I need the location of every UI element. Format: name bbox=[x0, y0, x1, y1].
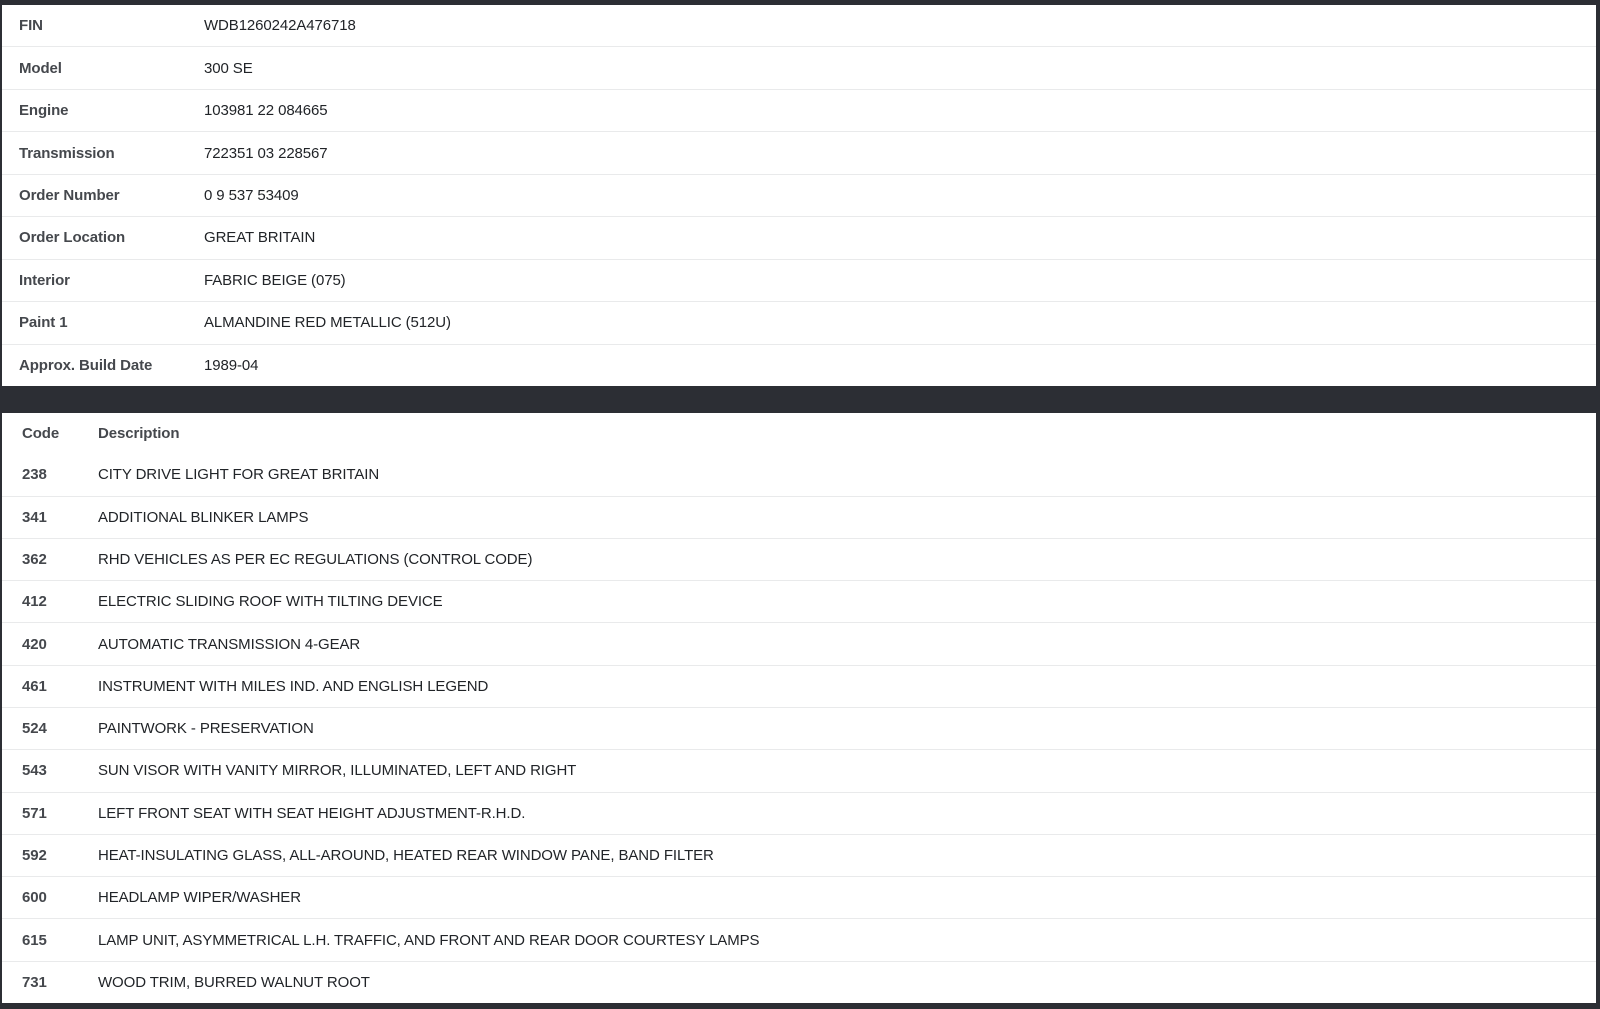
vehicle-info-label: Engine bbox=[19, 102, 69, 120]
description-cell: ELECTRIC SLIDING ROOF WITH TILTING DEVICE bbox=[98, 593, 443, 611]
description-cell: HEAT-INSULATING GLASS, ALL-AROUND, HEATED REAR WINDOW PANE, BAND FILTER bbox=[98, 846, 714, 864]
code-row bbox=[2, 918, 1596, 960]
code-row bbox=[2, 665, 1596, 707]
description-column-header: Description bbox=[98, 425, 180, 443]
option-codes-panel bbox=[2, 413, 1596, 1003]
description-cell: LAMP UNIT, ASYMMETRICAL L.H. TRAFFIC, AND FRONT AND REAR DOOR COURTESY LAMPS bbox=[98, 931, 760, 949]
code-row bbox=[2, 792, 1596, 834]
description-cell: PAINTWORK - PRESERVATION bbox=[98, 720, 314, 738]
vehicle-info-value: 300 SE bbox=[204, 59, 253, 77]
code-row bbox=[2, 580, 1596, 622]
vehicle-info-row bbox=[2, 89, 1596, 131]
vehicle-info-row bbox=[2, 46, 1596, 88]
vehicle-info-value: ALMANDINE RED METALLIC (512U) bbox=[204, 314, 451, 332]
vehicle-info-label: Model bbox=[19, 59, 62, 77]
vehicle-info-value: 0 9 537 53409 bbox=[204, 186, 299, 204]
code-row bbox=[2, 622, 1596, 664]
description-cell: WOOD TRIM, BURRED WALNUT ROOT bbox=[98, 973, 370, 991]
code-cell: 571 bbox=[22, 804, 47, 822]
description-cell: ADDITIONAL BLINKER LAMPS bbox=[98, 508, 309, 526]
vehicle-info-row bbox=[2, 344, 1596, 386]
codes-header-row bbox=[2, 413, 1596, 454]
code-row bbox=[2, 496, 1596, 538]
vehicle-info-label: FIN bbox=[19, 17, 43, 35]
vehicle-info-row bbox=[2, 131, 1596, 173]
code-cell: 412 bbox=[22, 593, 47, 611]
code-row bbox=[2, 876, 1596, 918]
code-row bbox=[2, 538, 1596, 580]
code-row bbox=[2, 749, 1596, 791]
separator-bar bbox=[2, 386, 1596, 413]
description-cell: LEFT FRONT SEAT WITH SEAT HEIGHT ADJUSTMENT-R.H.D. bbox=[98, 804, 526, 822]
vehicle-info-row bbox=[2, 174, 1596, 216]
code-cell: 524 bbox=[22, 720, 47, 738]
code-row bbox=[2, 834, 1596, 876]
vehicle-info-label: Order Number bbox=[19, 186, 120, 204]
code-cell: 592 bbox=[22, 846, 47, 864]
code-row bbox=[2, 961, 1596, 1003]
vehicle-info-value: FABRIC BEIGE (075) bbox=[204, 271, 346, 289]
vehicle-info-row bbox=[2, 301, 1596, 343]
vehicle-info-label: Transmission bbox=[19, 144, 115, 162]
vehicle-info-panel bbox=[2, 5, 1596, 386]
code-cell: 731 bbox=[22, 973, 47, 991]
vehicle-info-label: Paint 1 bbox=[19, 314, 68, 332]
vehicle-info-row bbox=[2, 259, 1596, 301]
vehicle-info-value: 103981 22 084665 bbox=[204, 102, 328, 120]
vehicle-info-value: GREAT BRITAIN bbox=[204, 229, 316, 247]
description-cell: RHD VEHICLES AS PER EC REGULATIONS (CONTROL CODE) bbox=[98, 550, 533, 568]
code-cell: 543 bbox=[22, 762, 47, 780]
vehicle-info-value: WDB1260242A476718 bbox=[204, 17, 356, 35]
code-row bbox=[2, 707, 1596, 749]
code-cell: 362 bbox=[22, 550, 47, 568]
code-column-header: Code bbox=[22, 425, 60, 443]
vehicle-info-label: Order Location bbox=[19, 229, 126, 247]
code-cell: 461 bbox=[22, 677, 47, 695]
code-cell: 341 bbox=[22, 508, 47, 526]
description-cell: HEADLAMP WIPER/WASHER bbox=[98, 889, 301, 907]
description-cell: CITY DRIVE LIGHT FOR GREAT BRITAIN bbox=[98, 466, 380, 484]
code-row bbox=[2, 454, 1596, 495]
code-cell: 238 bbox=[22, 466, 47, 484]
description-cell: INSTRUMENT WITH MILES IND. AND ENGLISH LEGEND bbox=[98, 677, 489, 695]
code-cell: 600 bbox=[22, 889, 47, 907]
vehicle-info-label: Approx. Build Date bbox=[19, 356, 153, 374]
vehicle-info-value: 1989-04 bbox=[204, 356, 259, 374]
vehicle-info-label: Interior bbox=[19, 271, 70, 289]
vehicle-info-row bbox=[2, 216, 1596, 258]
code-cell: 615 bbox=[22, 931, 47, 949]
code-cell: 420 bbox=[22, 635, 47, 653]
description-cell: SUN VISOR WITH VANITY MIRROR, ILLUMINATED, LEFT AND RIGHT bbox=[98, 762, 577, 780]
vehicle-info-value: 722351 03 228567 bbox=[204, 144, 328, 162]
description-cell: AUTOMATIC TRANSMISSION 4-GEAR bbox=[98, 635, 361, 653]
vehicle-info-row bbox=[2, 5, 1596, 46]
